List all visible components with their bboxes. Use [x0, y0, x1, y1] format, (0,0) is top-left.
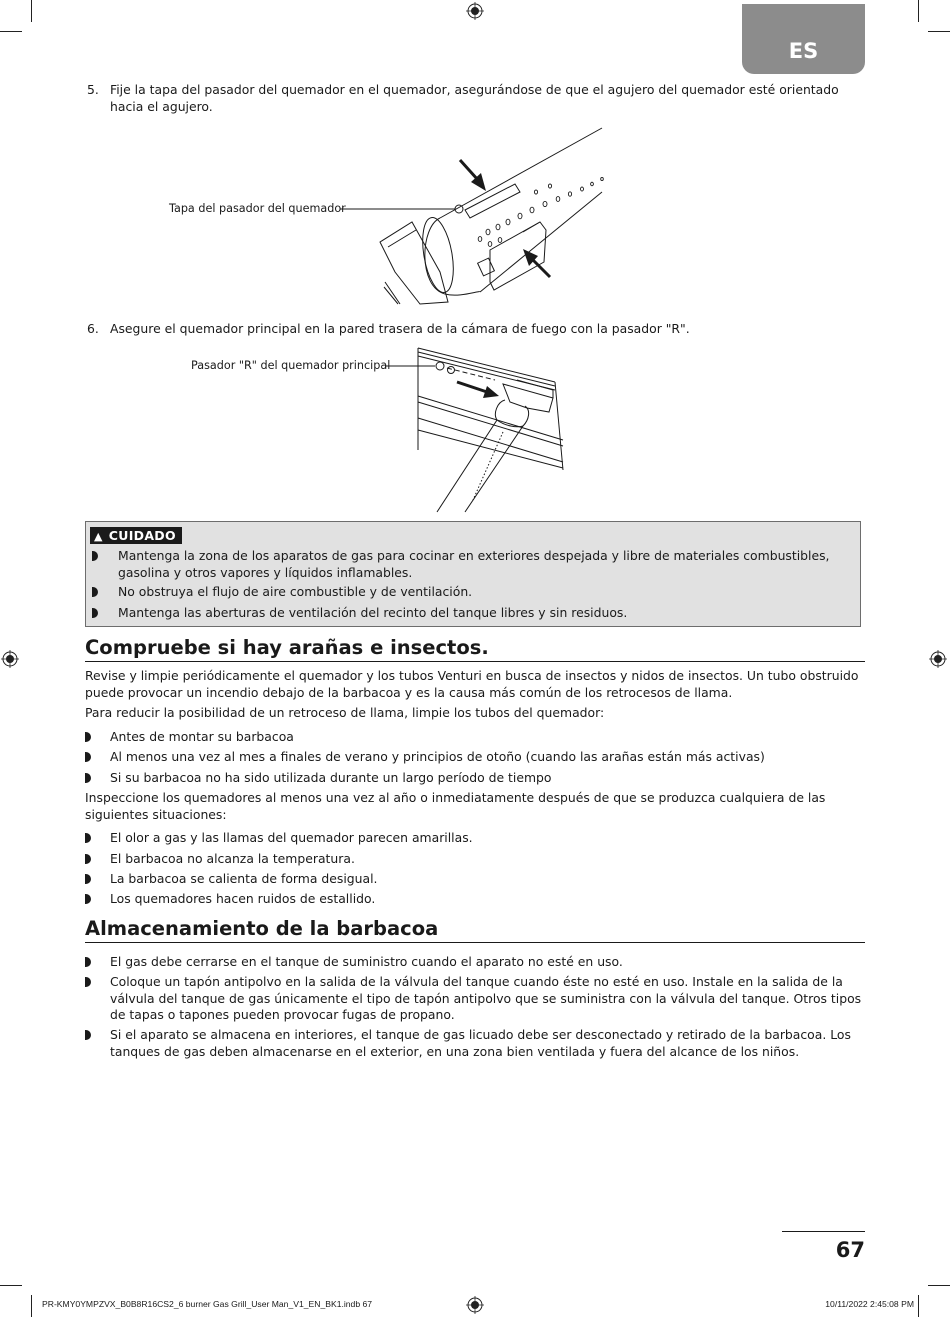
paragraph: Inspeccione los quemadores al menos una vez al año o inmediatamente después de que se produzca cualquiera de las siguientes situaciones:: [85, 790, 826, 822]
caution-item: Mantenga la zona de los aparatos de gas para cocinar en exteriores despejada y libre de materiales combustibles, gasolina y otros vapores y líquidos inflamables.: [92, 548, 842, 581]
footer-timestamp: 10/11/2022 2:45:08 PM: [825, 1299, 914, 1309]
bullet-icon: [85, 773, 91, 783]
paragraph: Para reducir la posibilidad de un retroceso de llama, limpie los tubos del quemador:: [85, 705, 605, 720]
list-item: Al menos una vez al mes a finales de verano y principios de otoño (cuando las arañas están más activas): [85, 749, 865, 766]
crop-mark: [928, 31, 950, 32]
caution-item: No obstruya el flujo de aire combustible y de ventilación.: [92, 584, 842, 601]
list-item: Antes de montar su barbacoa: [85, 729, 865, 746]
paragraph: Revise y limpie periódicamente el quemador y los tubos Venturi en busca de insectos y nidos de insectos. Un tubo obstruido puede provocar un incendio debajo de la barbacoa y es la causa más común de los retrocesos de llama.: [85, 668, 859, 700]
figure-2-label: Pasador "R" del quemador principal: [191, 359, 391, 372]
section-heading: Compruebe si hay arañas e insectos.: [85, 636, 865, 662]
bullet-icon: [85, 833, 91, 843]
bullet-icon: [85, 874, 91, 884]
crop-mark: [31, 1295, 32, 1317]
bullet-icon: [92, 551, 98, 561]
burner-pin-cap-illustration: [340, 122, 610, 307]
registration-mark-icon: [466, 1296, 484, 1314]
step-5: [87, 82, 867, 115]
r-pin-illustration: [385, 340, 570, 515]
list-item: La barbacoa se calienta de forma desigual.: [85, 871, 865, 888]
registration-mark-icon: [1, 650, 19, 668]
page-number-rule: [782, 1231, 865, 1232]
bullet-icon: [85, 854, 91, 864]
list-item: El gas debe cerrarse en el tanque de suministro cuando el aparato no esté en uso.: [85, 954, 865, 971]
warning-triangle-icon: ▲: [94, 530, 103, 543]
list-item: Si el aparato se almacena en interiores, el tanque de gas licuado debe ser desconectado y retirado de la barbacoa. Los tanques de gas deben almacenarse en el exterior, en una zona bien ventilada y fuera del alcance de los niños.: [85, 1027, 865, 1060]
figure-1-label: Tapa del pasador del quemador: [169, 202, 346, 215]
caution-tag-label: CUIDADO: [108, 528, 176, 543]
list-item: Los quemadores hacen ruidos de estallido.: [85, 891, 865, 908]
crop-mark: [918, 1295, 919, 1317]
caution-box: [85, 521, 861, 627]
language-tab: ES: [742, 4, 865, 74]
crop-mark: [0, 31, 22, 32]
bullet-icon: [85, 1030, 91, 1040]
list-item: Coloque un tapón antipolvo en la salida de la válvula del tanque cuando éste no esté en uso. Instale en la salida de la válvula del tanque de gas únicamente el tipo de tapón antipolvo que se suministra con la válvula del tanque. Otros tipos de tapas o tapones pueden provocar fugas de propano.: [85, 974, 865, 1024]
registration-mark-icon: [466, 2, 484, 20]
bullet-icon: [85, 894, 91, 904]
section-heading: Almacenamiento de la barbacoa: [85, 917, 865, 943]
page-number: 67: [835, 1238, 865, 1262]
caution-item: Mantenga las aberturas de ventilación del recinto del tanque libres y sin residuos.: [92, 605, 842, 622]
list-item: El olor a gas y las llamas del quemador parecen amarillas.: [85, 830, 865, 847]
crop-mark: [928, 1285, 950, 1286]
bullet-icon: [85, 732, 91, 742]
bullet-icon: [92, 608, 98, 618]
crop-mark: [31, 0, 32, 22]
list-item: Si su barbacoa no ha sido utilizada durante un largo período de tiempo: [85, 770, 865, 787]
caution-tag: [90, 527, 182, 544]
crop-mark: [0, 1285, 22, 1286]
bullet-icon: [85, 957, 91, 967]
step-number: 6.: [87, 321, 99, 336]
registration-mark-icon: [929, 650, 947, 668]
step-text: Fije la tapa del pasador del quemador en el quemador, asegurándose de que el agujero del quemador esté orientado hacia el agujero.: [110, 82, 839, 114]
footer-filename: PR-KMY0YMPZVX_B0B8R16CS2_6 burner Gas Grill_User Man_V1_EN_BK1.indb 67: [42, 1299, 373, 1309]
step-6: [87, 321, 867, 338]
bullet-icon: [92, 587, 98, 597]
list-item: El barbacoa no alcanza la temperatura.: [85, 851, 865, 868]
step-text: Asegure el quemador principal en la pared trasera de la cámara de fuego con la pasador "R".: [110, 321, 690, 336]
bullet-icon: [85, 752, 91, 762]
crop-mark: [918, 0, 919, 22]
bullet-icon: [85, 977, 91, 987]
step-number: 5.: [87, 82, 99, 97]
